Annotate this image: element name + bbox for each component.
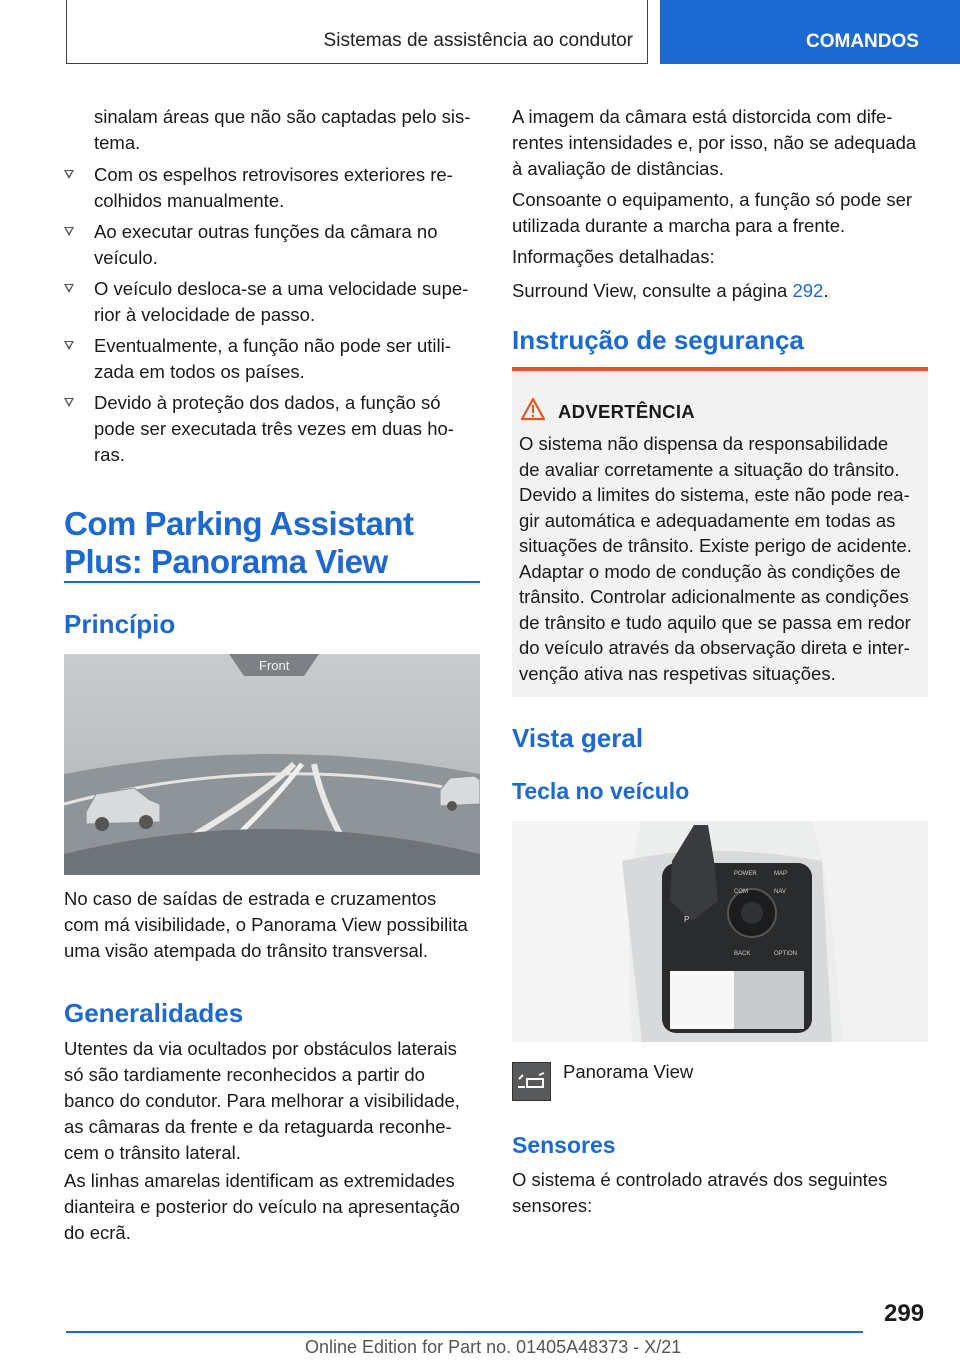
console-option-label: OPTION	[774, 951, 798, 957]
list-item-text: Ao executar outras funções da câmara no veículo.	[94, 221, 438, 268]
button-label: Panorama View	[563, 1061, 694, 1082]
intro-text: sinalam áreas que não são captadas pelo sis‐ tema.	[94, 106, 471, 153]
triangle-bullet-icon	[64, 398, 74, 407]
console-park-label: P	[684, 915, 690, 924]
console-nav-label: NAV	[774, 889, 786, 895]
triangle-bullet-icon	[64, 284, 74, 293]
chapter-title: Com Parking Assistant Plus: Panorama View	[64, 505, 414, 580]
triangle-bullet-icon	[64, 341, 74, 350]
list-item-text: Eventualmente, a função não pode ser utili‐ zada em todos os países.	[94, 335, 451, 382]
camera-label: Front	[259, 658, 290, 673]
reference-prefix: Surround View, consulte a página	[512, 280, 793, 301]
center-console-illustration	[512, 821, 928, 1042]
panorama-view-icon	[513, 1063, 550, 1100]
info-label: Informações detalhadas:	[512, 246, 715, 267]
list-item-text: O veículo desloca-se a uma velocidade supe‐ rior à velocidade de passo.	[94, 278, 469, 325]
panorama-view-button[interactable]	[512, 1062, 551, 1101]
principle-heading: Princípio	[64, 609, 176, 639]
warning-triangle-icon	[520, 397, 546, 421]
section-title: Sistemas de assistência ao condutor	[323, 30, 633, 51]
console-map-label: MAP	[774, 871, 788, 877]
warning-title: ADVERTÊNCIA	[558, 401, 695, 422]
camera-view-illustration	[64, 654, 480, 875]
list-item-text: Devido à proteção dos dados, a função só pode ser executada três vezes em duas ho‐ ras.	[94, 392, 454, 465]
console-com-label: COM	[734, 889, 748, 895]
equipment-text: Consoante o equipamento, a função só pode ser utilizada durante a marcha para a frente.	[512, 189, 913, 236]
chapter-tab[interactable]: COMANDOS	[806, 31, 919, 52]
general-heading: Generalidades	[64, 998, 244, 1028]
overview-heading: Vista geral	[512, 723, 644, 753]
title-divider	[64, 581, 480, 583]
reference-text	[512, 278, 928, 304]
triangle-bullet-icon	[64, 170, 74, 179]
page-number: 299	[884, 1300, 925, 1327]
header-tab-box[interactable]	[660, 0, 960, 64]
distortion-text: A imagem da câmara está distorcida com dife‐ rentes intensidades e, por isso, não se adequada à avaliação de distâncias.	[512, 106, 917, 179]
general-paragraph-1: Utentes da via ocultados por obstáculos laterais só são tardiamente reconhecidos a partir do banco do condutor. Para melhorar a visibilidade, as câmaras da frente e da retaguarda reconhe‐ cem o trânsito lateral.	[64, 1038, 460, 1163]
footer-edition: Online Edition for Part no. 01405A48373 - X/21	[305, 1337, 682, 1357]
console-power-label: POWER	[734, 871, 757, 877]
triangle-bullet-icon	[64, 227, 74, 236]
page-link[interactable]: 292	[792, 280, 824, 301]
principle-text: No caso de saídas de estrada e cruzamentos com má visibilidade, o Panorama View possibilita uma visão atempada do trânsito transversal.	[64, 888, 468, 961]
list-item-text: Com os espelhos retrovisores exteriores re‐ colhidos manualmente.	[94, 164, 453, 211]
button-heading: Tecla no veículo	[512, 778, 690, 804]
safety-heading: Instrução de segurança	[512, 325, 804, 355]
reference-suffix: .	[823, 280, 829, 301]
general-paragraph-2: As linhas amarelas identificam as extremidades dianteira e posterior do veículo na apresentação do ecrã.	[64, 1170, 460, 1243]
sensors-heading: Sensores	[512, 1132, 616, 1158]
footer-divider	[66, 1331, 863, 1333]
warning-box	[512, 367, 928, 697]
header-section-box	[66, 0, 648, 64]
warning-text: O sistema não dispensa da responsabilidade de avaliar corretamente a situação do trânsito. Devido a limites do sistema, este não pode rea‐ gir automática e adequadamente em todas as situações de trânsito. Existe perigo de acidente. Adaptar o modo de condução às condições de trânsito. Controlar adicionalmente as condições de trânsito e tudo aquilo que se passa em redor do veículo através da observação direta e inter‐ venção ativa nas respetivas situações.	[519, 433, 912, 684]
console-back-label: BACK	[734, 951, 751, 957]
sensors-text: O sistema é controlado através dos seguintes sensores:	[512, 1169, 888, 1216]
